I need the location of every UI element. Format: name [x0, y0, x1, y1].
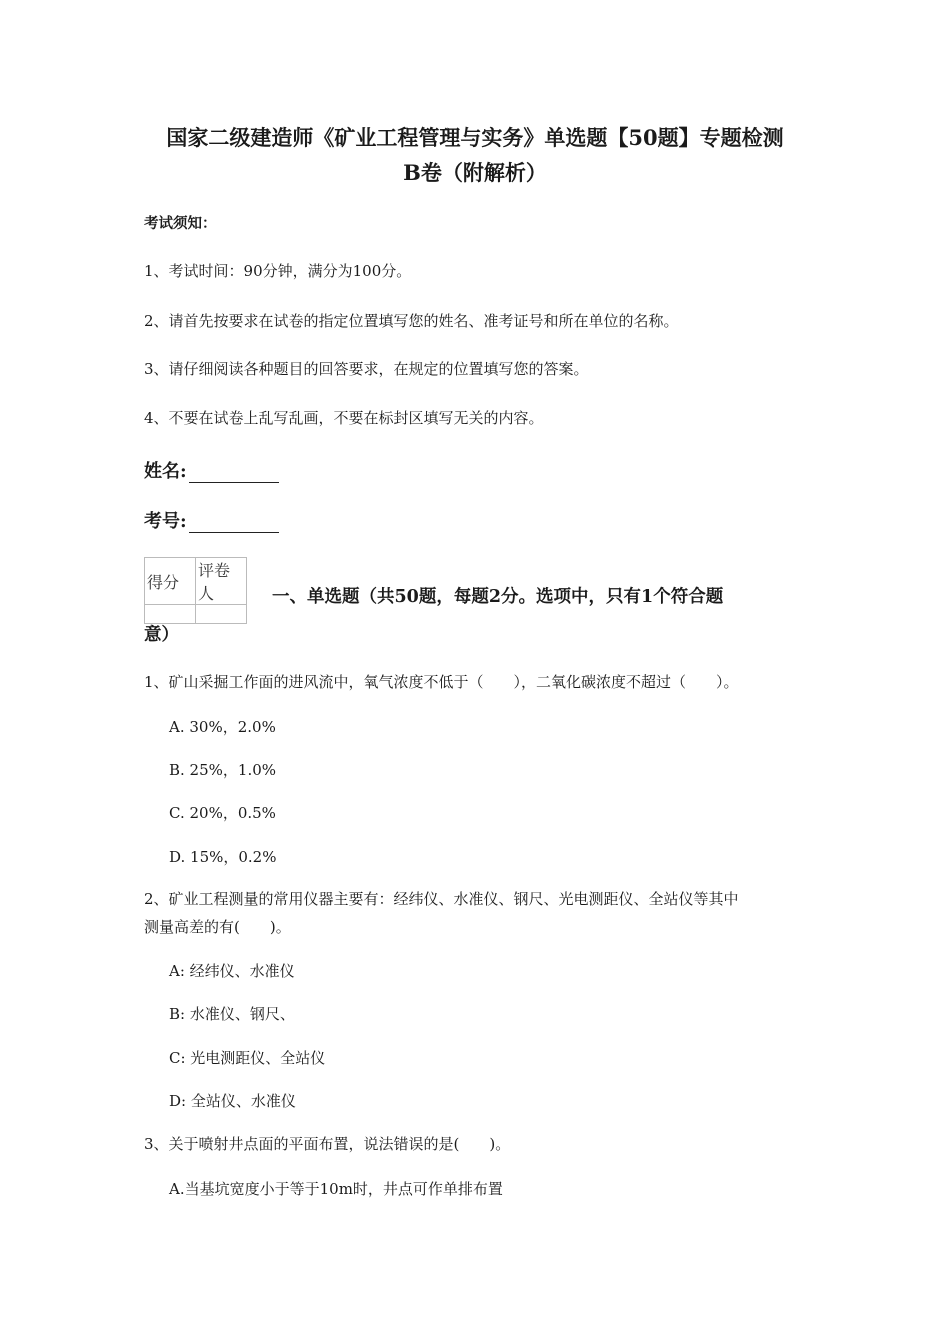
notice-item-2: 2、请首先按要求在试卷的指定位置填写您的姓名、准考证号和所在单位的名称。 — [144, 312, 679, 330]
question-2-option-c: C: 光电测距仪、全站仪 — [169, 1049, 326, 1067]
grader-cell[interactable] — [196, 605, 247, 624]
name-field[interactable] — [144, 457, 279, 483]
notice-item-3: 3、请仔细阅读各种题目的回答要求，在规定的位置填写您的答案。 — [144, 360, 589, 378]
question-2-option-b: B: 水准仪、钢尺、 — [169, 1005, 295, 1023]
question-1-option-c: C. 20%，0.5% — [169, 804, 276, 822]
notice-item-1: 1、考试时间：90分钟，满分为100分。 — [144, 262, 412, 280]
question-1-stem: 1、矿山采掘工作面的进风流中，氧气浓度不低于（ ），二氧化碳浓度不超过（ ）。 — [144, 673, 739, 691]
section-heading-line2: 意） — [144, 625, 179, 645]
question-2-option-d: D: 全站仪、水准仪 — [169, 1092, 296, 1110]
exam-number-blank-line[interactable] — [189, 514, 279, 533]
question-2-option-a: A: 经纬仪、水准仪 — [169, 962, 295, 980]
question-3-option-a: A.当基坑宽度小于等于10m时，井点可作单排布置 — [169, 1180, 503, 1198]
notice-heading: 考试须知： — [144, 215, 217, 232]
document-title-line1: 国家二级建造师《矿业工程管理与实务》单选题【50题】专题检测 — [166, 125, 784, 150]
question-3-stem: 3、关于喷射井点面的平面布置，说法错误的是( )。 — [144, 1135, 511, 1153]
notice-item-4: 4、不要在试卷上乱写乱画，不要在标封区填写无关的内容。 — [144, 409, 544, 427]
name-blank-line[interactable] — [189, 464, 279, 483]
question-2-stem-line2: 测量高差的有( )。 — [144, 918, 291, 936]
question-2-stem-line1: 2、矿业工程测量的常用仪器主要有：经纬仪、水准仪、钢尺、光电测距仪、全站仪等其中 — [144, 890, 739, 908]
question-1-option-a: A. 30%，2.0% — [169, 718, 276, 736]
grader-header: 评卷人 — [196, 558, 247, 605]
section-heading-line1: 一、单选题（共50题，每题2分。选项中，只有1个符合题 — [272, 587, 724, 607]
score-header: 得分 — [145, 558, 196, 605]
exam-number-label: 考号: — [144, 511, 187, 532]
question-1-option-b: B. 25%，1.0% — [169, 761, 277, 779]
question-1-option-d: D. 15%，0.2% — [169, 848, 277, 866]
document-title-line2: B卷（附解析） — [403, 160, 547, 185]
name-label: 姓名: — [144, 461, 187, 482]
score-table — [144, 557, 247, 624]
exam-number-field[interactable] — [144, 507, 279, 533]
